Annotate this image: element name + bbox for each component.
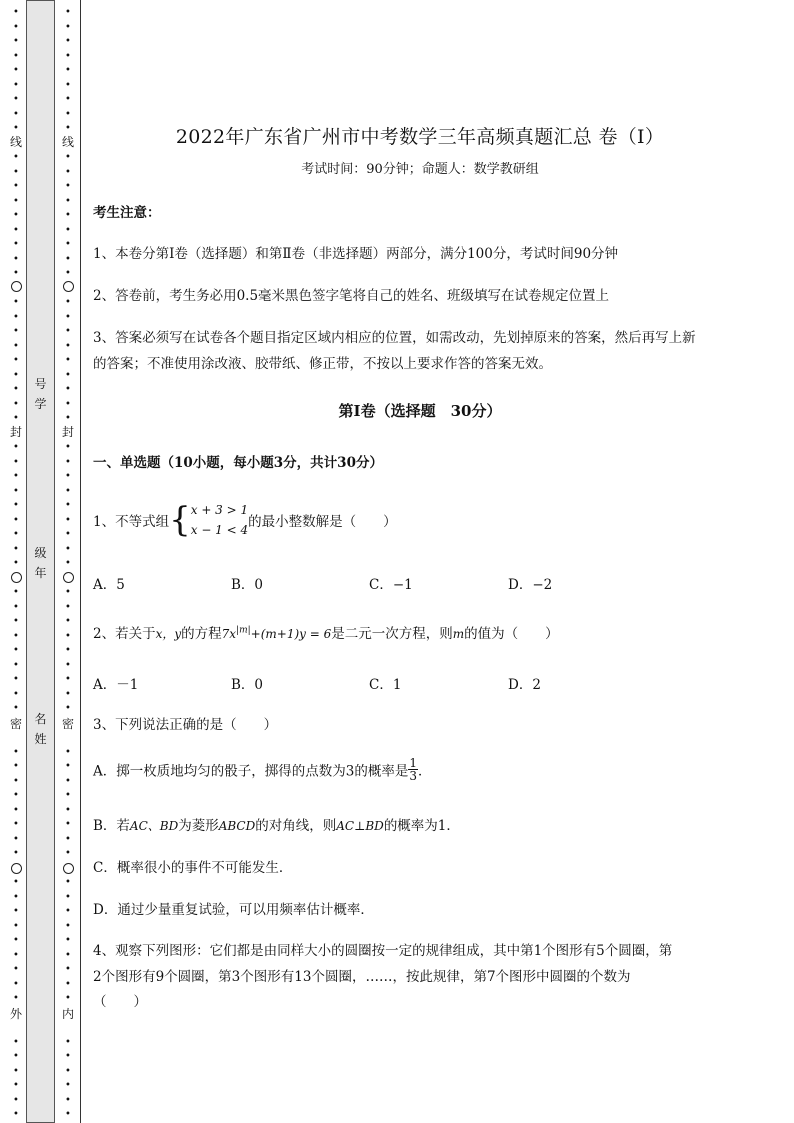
seal-dot: • [65, 1094, 71, 1106]
notice-item: 2、答卷前，考生务必用0.5毫米黑色签字笔将自己的姓名、班级填写在试卷规定位置上 [93, 288, 610, 304]
seal-dot: • [13, 659, 19, 671]
seal-label: 线 [9, 135, 22, 149]
seal-dot: • [65, 471, 71, 482]
question-4-line: 2个图形有9个圆圈，第3个图形有13个圆圈，……，按此规律，第7个图形中圆圈的个数为 [93, 969, 631, 985]
seal-dot: • [65, 674, 71, 685]
seal-dot: • [13, 1080, 19, 1091]
seal-dot: • [65, 935, 71, 946]
seal-label: 线 [61, 135, 74, 149]
seal-dot: • [65, 442, 71, 453]
seal-dot: • [65, 7, 71, 18]
seal-dot: • [65, 920, 71, 932]
seal-label: 封 [61, 425, 74, 439]
seal-dot: • [65, 166, 71, 178]
seal-dot: • [13, 268, 19, 279]
seal-label: 封 [9, 425, 22, 439]
seal-circle-icon [63, 281, 74, 292]
seal-dot: • [13, 848, 19, 859]
seal-dot: • [13, 7, 19, 18]
seal-dot: • [65, 819, 71, 830]
fraction-numerator: 1 [409, 756, 417, 770]
seal-dot: • [65, 543, 71, 555]
seal-label: 内 [61, 1007, 74, 1021]
strip-field-char: 级 [34, 546, 47, 560]
option-c[interactable]: C．−1 [369, 577, 413, 593]
equation-term: 7x [221, 627, 237, 641]
seal-dotted-line-inner [61, 0, 75, 1123]
seal-dot: • [65, 703, 71, 714]
seal-dot: • [13, 906, 19, 917]
strip-field-char: 学 [34, 397, 47, 411]
seal-dot: • [13, 340, 19, 352]
seal-dot: • [65, 50, 71, 62]
seal-dot: • [13, 543, 19, 555]
seal-dot: • [13, 587, 19, 598]
seal-dot: • [13, 935, 19, 946]
option-b-mid: 为菱形 [178, 818, 219, 834]
seal-dot: • [13, 166, 19, 178]
seal-dot: • [13, 1109, 19, 1120]
seal-dot: • [65, 804, 71, 816]
part-heading: 一、单选题（10小题，每小题3分，共计30分） [93, 455, 383, 471]
seal-circle-icon [63, 572, 74, 583]
strip-field-char: 年 [34, 566, 47, 580]
seal-dot: • [65, 1080, 71, 1091]
seal-dot: • [13, 630, 19, 642]
seal-dot: • [13, 50, 19, 62]
seal-dot: • [13, 398, 19, 410]
seal-dot: • [65, 195, 71, 207]
seal-dot: • [65, 1036, 71, 1048]
option-d[interactable]: D．通过少量重复试验，可以用频率估计概率． [93, 902, 374, 918]
strip-field-char: 姓 [34, 732, 47, 746]
seal-dot: • [65, 123, 71, 134]
seal-label: 外 [9, 1007, 22, 1021]
seal-dot: • [65, 645, 71, 656]
seal-dot: • [13, 775, 19, 787]
seal-dot: • [13, 819, 19, 830]
seal-circle-icon [11, 572, 22, 583]
seal-dot: • [13, 500, 19, 511]
seal-dot: • [65, 790, 71, 801]
seal-dot: • [65, 239, 71, 250]
rhombus-name: ABCD [218, 819, 256, 833]
notice-item-continued: 的答案；不准使用涂改液、胶带纸、修正带，不按以上要求作答的答案无效。 [93, 356, 552, 372]
seal-label: 密 [61, 717, 74, 731]
seal-dot: • [13, 790, 19, 801]
seal-dot: • [65, 616, 71, 627]
seal-dot: • [65, 833, 71, 845]
seal-dot: • [13, 891, 19, 903]
option-b-prefix: B．若 [93, 818, 130, 834]
seal-dot: • [65, 36, 71, 47]
seal-dot: • [13, 224, 19, 236]
notice-item: 1、本卷分第Ⅰ卷（选择题）和第Ⅱ卷（非选择题）两部分，满分100分，考试时间90分钟 [93, 246, 619, 262]
inequality-2: x − 1 < 4 [190, 523, 249, 537]
seal-dot: • [13, 94, 19, 105]
seal-dot: • [13, 326, 19, 337]
seal-dot: • [65, 79, 71, 91]
seal-dot: • [65, 108, 71, 120]
seal-circle-icon [11, 863, 22, 874]
question-1-suffix: 的最小整数解是（ ） [248, 514, 397, 530]
seal-dot: • [13, 456, 19, 468]
option-b-mid-2: 的对角线，则 [255, 818, 337, 834]
seal-dot: • [65, 210, 71, 221]
seal-dot: • [13, 152, 19, 163]
seal-dot: • [13, 833, 19, 845]
seal-dot: • [65, 1065, 71, 1077]
seal-dot: • [65, 152, 71, 163]
seal-dot: • [65, 993, 71, 1004]
seal-dot: • [13, 471, 19, 482]
strip-field-char: 名 [34, 712, 47, 726]
seal-dot: • [65, 601, 71, 613]
seal-dot: • [13, 181, 19, 192]
seal-dot: • [13, 36, 19, 47]
question-2-prefix: 2、若关于 [93, 626, 156, 642]
seal-dot: • [13, 645, 19, 656]
seal-dot: • [65, 21, 71, 33]
seal-dot: • [65, 906, 71, 917]
question-4-line: 4、观察下列图形：它们都是由同样大小的圆圈按一定的规律组成，其中第1个图形有5个圆圈，第 [93, 943, 673, 959]
question-3-stem: 3、下列说法正确的是（ ） [93, 717, 278, 733]
seal-dot: • [65, 65, 71, 76]
seal-dot: • [65, 877, 71, 888]
strip-field-char: 号 [34, 377, 47, 391]
seal-dot: • [65, 94, 71, 105]
option-d[interactable]: D．−2 [508, 577, 553, 593]
seal-dot: • [65, 500, 71, 511]
question-1 [93, 500, 397, 540]
seal-dot: • [13, 993, 19, 1004]
notice-heading: 考生注意： [93, 205, 161, 221]
seal-dot: • [13, 108, 19, 120]
seal-dot: • [65, 775, 71, 787]
seal-dot: • [13, 442, 19, 453]
seal-dot: • [13, 964, 19, 975]
seal-dot: • [65, 891, 71, 903]
seal-dot: • [65, 848, 71, 859]
option-a-suffix: ． [417, 763, 432, 780]
exam-subtitle: 考试时间：90分钟；命题人：数学教研组 [301, 162, 539, 177]
inequality-system [191, 500, 248, 540]
seal-dot: • [13, 239, 19, 250]
binding-line [80, 0, 81, 1123]
seal-dot: • [65, 456, 71, 468]
seal-dot: • [65, 268, 71, 279]
seal-dot: • [65, 746, 71, 758]
seal-dot: • [65, 529, 71, 540]
seal-dot: • [65, 398, 71, 410]
seal-dot: • [65, 355, 71, 366]
seal-dot: • [13, 558, 19, 569]
seal-dot: • [65, 384, 71, 395]
option-c[interactable]: C．概率很小的事件不可能发生． [93, 860, 293, 876]
option-b[interactable]: B．0 [231, 577, 264, 593]
seal-dot: • [13, 1065, 19, 1077]
exponent: |m| [236, 625, 251, 636]
seal-dot: • [65, 340, 71, 352]
seal-dotted-line-outer [9, 0, 23, 1123]
seal-dot: • [13, 1036, 19, 1048]
fraction-denominator: 3 [409, 769, 417, 783]
seal-dot: • [65, 181, 71, 192]
student-info-strip [26, 0, 55, 1123]
seal-dot: • [65, 369, 71, 381]
brace-symbol: { [169, 500, 191, 540]
option-a-text: A．掷一枚质地均匀的骰子，掷得的点数为3的概率是 [93, 763, 409, 780]
seal-dot: • [13, 703, 19, 714]
seal-dot: • [13, 616, 19, 627]
seal-dot: • [13, 195, 19, 207]
seal-dot: • [13, 1094, 19, 1106]
seal-dot: • [65, 224, 71, 236]
seal-dot: • [13, 920, 19, 932]
seal-dot: • [13, 601, 19, 613]
seal-dot: • [65, 1051, 71, 1062]
seal-dot: • [13, 1051, 19, 1062]
option-a[interactable]: A．5 [93, 577, 125, 593]
seal-dot: • [65, 514, 71, 526]
seal-dot: • [65, 413, 71, 424]
seal-dot: • [13, 79, 19, 91]
option-d[interactable]: D．2 [508, 677, 541, 693]
diagonal-names: AC、BD [129, 819, 179, 833]
option-a[interactable] [93, 757, 431, 782]
question-2 [93, 622, 559, 642]
option-b-suffix: 的概率为1． [383, 818, 460, 834]
question-2-suffix: 是二元一次方程，则 [331, 626, 453, 642]
variables: x，y [155, 627, 182, 641]
seal-dot: • [65, 297, 71, 308]
seal-dot: • [13, 514, 19, 526]
seal-dot: • [13, 413, 19, 424]
seal-dot: • [13, 674, 19, 685]
seal-dot: • [65, 485, 71, 497]
seal-dot: • [65, 558, 71, 569]
seal-label: 密 [9, 717, 22, 731]
seal-dot: • [65, 253, 71, 265]
notice-item: 3、答案必须写在试卷各个题目指定区域内相应的位置，如需改动，先划掉原来的答案，然后再写上新 [93, 330, 696, 346]
question-1-prefix: 1、不等式组 [93, 514, 170, 530]
page-title: 2022年广东省广州市中考数学三年高频真题汇总 卷（Ⅰ） [175, 126, 665, 148]
seal-dot: • [13, 978, 19, 990]
seal-dot: • [13, 123, 19, 134]
seal-dot: • [13, 65, 19, 76]
question-4-line: （ ） [93, 994, 147, 1010]
seal-dot: • [65, 630, 71, 642]
seal-dot: • [65, 761, 71, 772]
fraction [408, 757, 418, 782]
variable-m: m [452, 627, 465, 641]
perpendicular-condition: AC⊥BD [336, 819, 384, 833]
seal-dot: • [13, 877, 19, 888]
section-title: 第Ⅰ卷（选择题 30分） [338, 402, 502, 420]
seal-dot: • [13, 688, 19, 700]
seal-dot: • [65, 326, 71, 337]
seal-dot: • [65, 1109, 71, 1120]
seal-dot: • [65, 688, 71, 700]
seal-dot: • [65, 311, 71, 323]
seal-dot: • [13, 949, 19, 961]
seal-dot: • [65, 978, 71, 990]
seal-dot: • [13, 384, 19, 395]
seal-dot: • [65, 964, 71, 975]
seal-dot: • [65, 659, 71, 671]
question-2-suffix-2: 的值为（ ） [464, 626, 559, 642]
option-b[interactable]: B．0 [231, 677, 264, 693]
seal-dot: • [13, 529, 19, 540]
seal-dot: • [13, 485, 19, 497]
option-c[interactable]: C．1 [369, 677, 402, 693]
seal-dot: • [13, 761, 19, 772]
seal-dot: • [13, 210, 19, 221]
seal-dot: • [13, 253, 19, 265]
seal-circle-icon [11, 281, 22, 292]
seal-dot: • [13, 311, 19, 323]
seal-dot: • [13, 804, 19, 816]
seal-dot: • [65, 587, 71, 598]
equation-rest: +(m+1)y = 6 [250, 627, 332, 641]
seal-dot: • [65, 949, 71, 961]
seal-dot: • [13, 21, 19, 33]
seal-dot: • [13, 369, 19, 381]
inequality-1: x + 3 > 1 [190, 503, 249, 517]
option-b[interactable] [93, 814, 460, 834]
question-2-mid: 的方程 [181, 626, 222, 642]
seal-dot: • [13, 297, 19, 308]
seal-circle-icon [63, 863, 74, 874]
seal-dot: • [13, 355, 19, 366]
seal-dot: • [13, 746, 19, 758]
option-a[interactable]: A．－1 [93, 677, 139, 693]
